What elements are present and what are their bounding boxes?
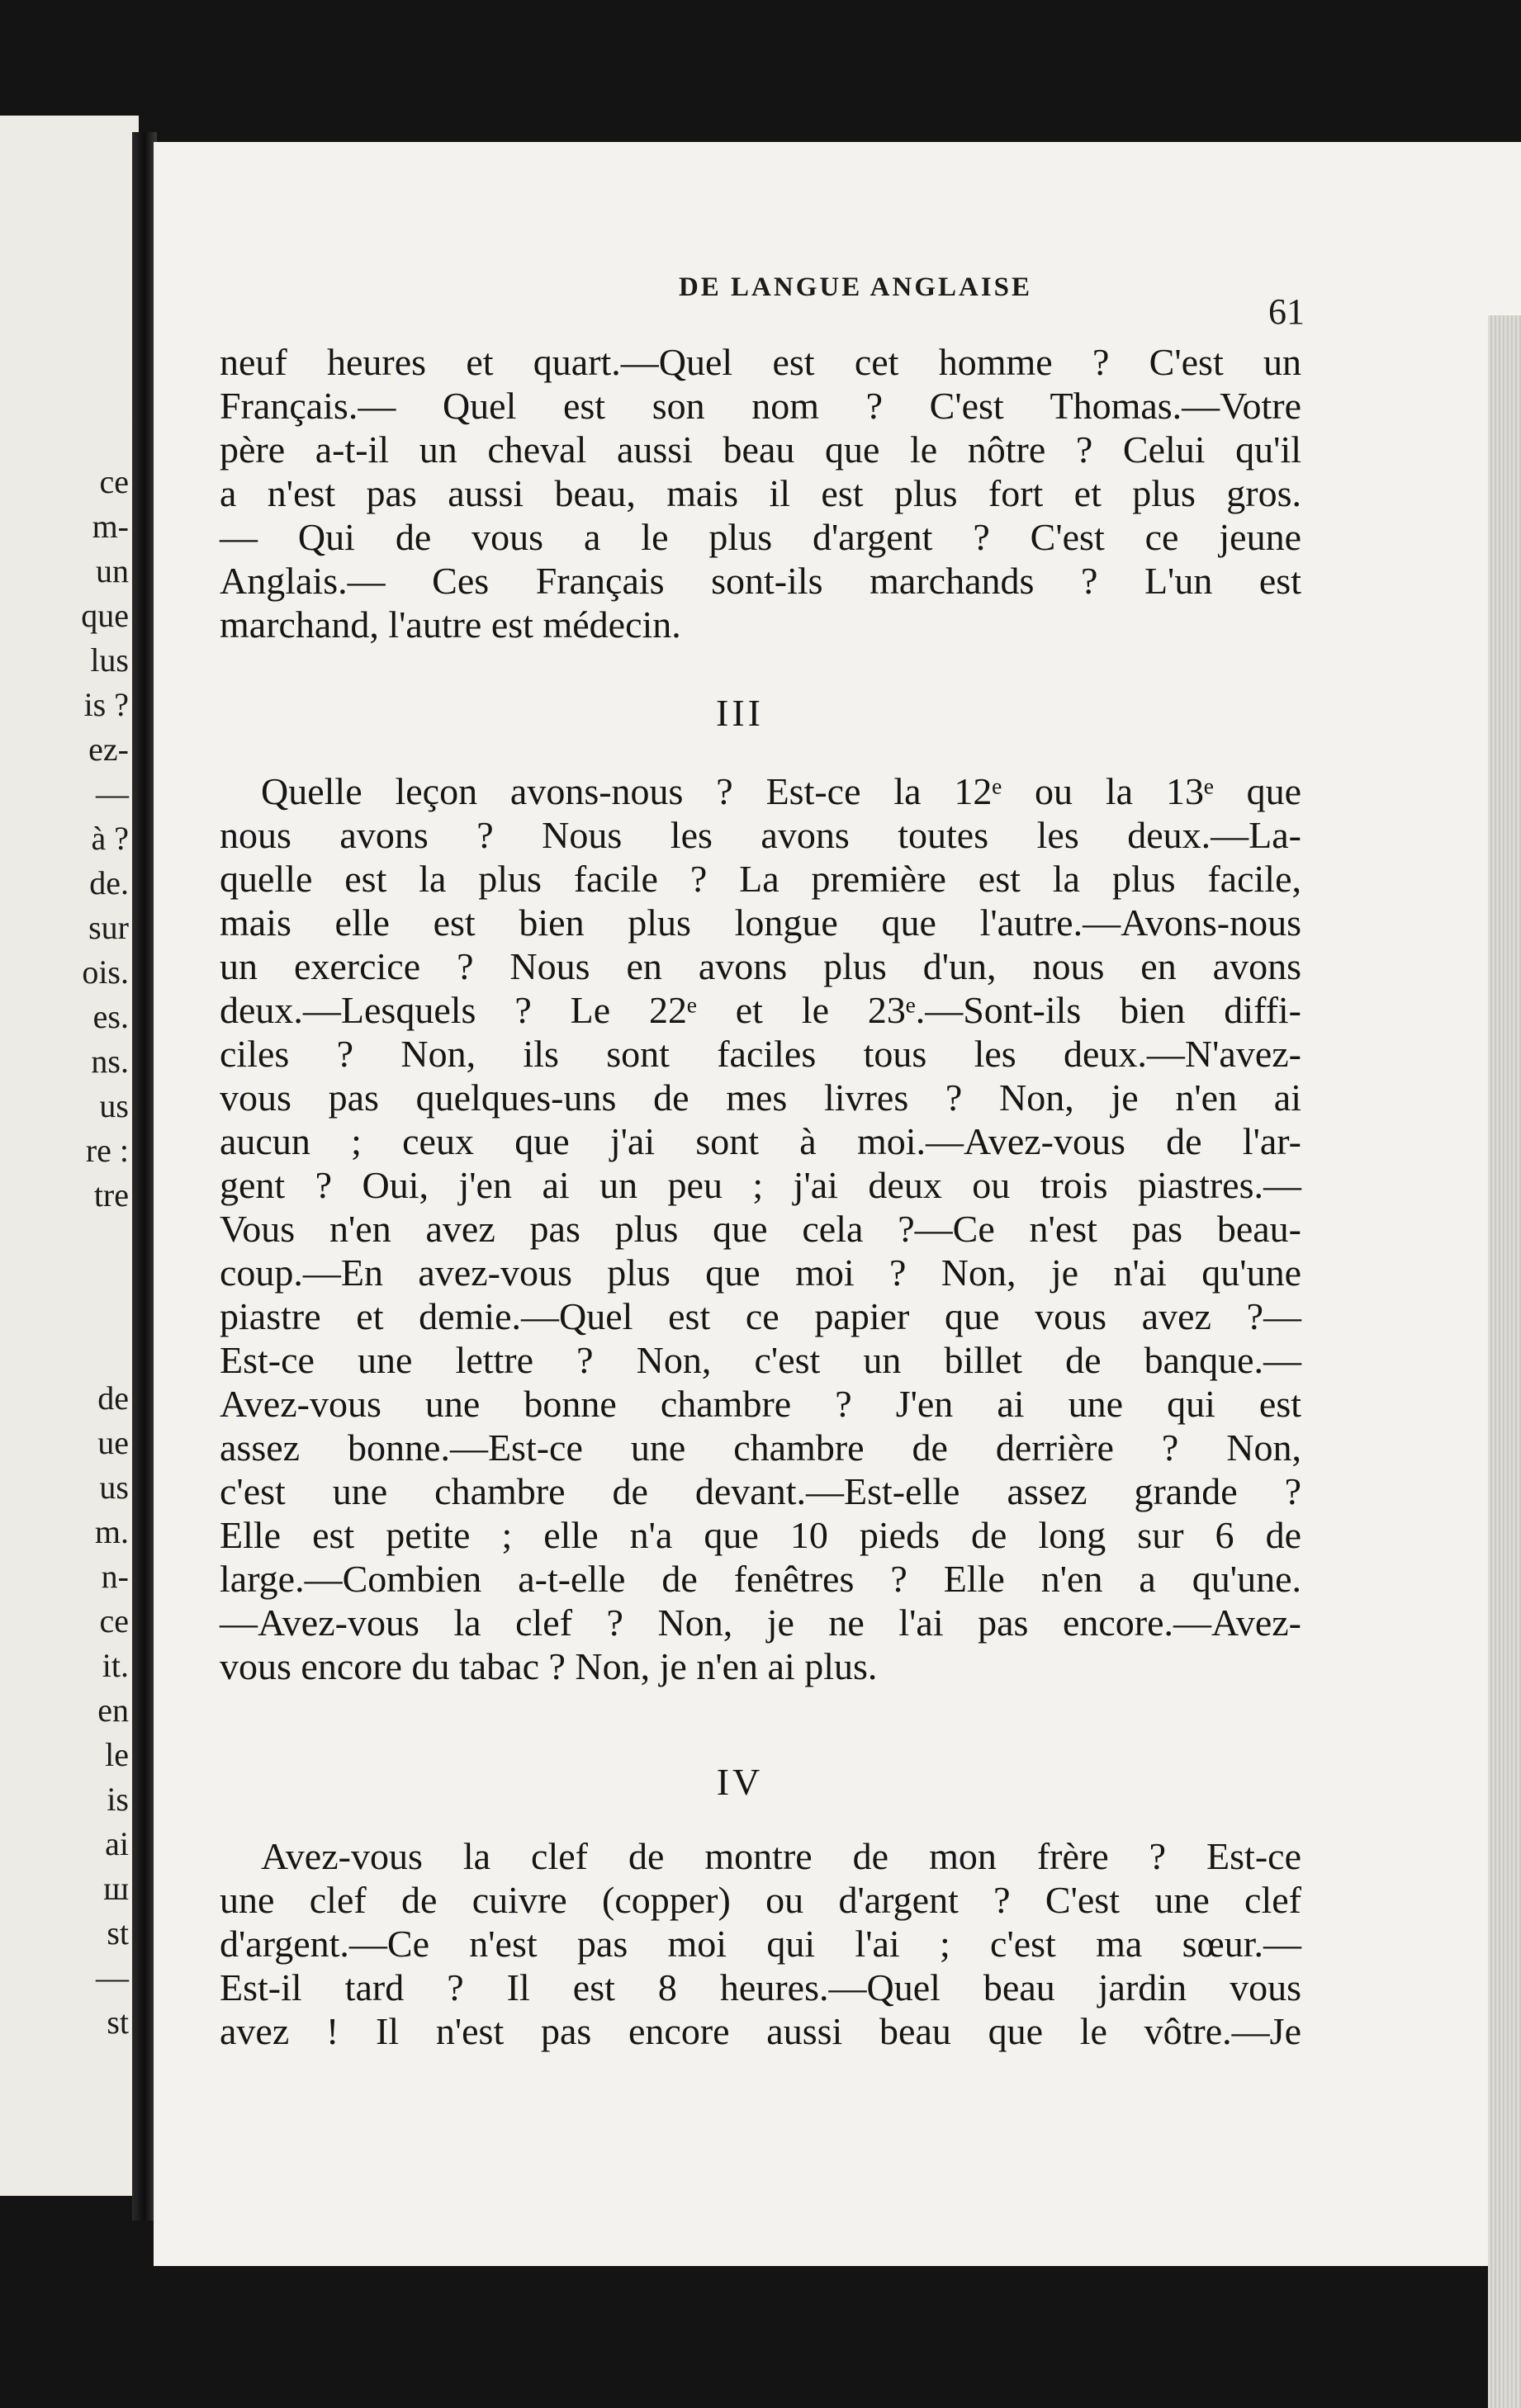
text-line: Est-ce une lettre ? Non, c'est un billet de banque.— bbox=[220, 1339, 1301, 1381]
section-heading-iii: III bbox=[716, 692, 764, 734]
text-line: coup.—En avez-vous plus que moi ? Non, je n'ai qu'une bbox=[220, 1251, 1301, 1294]
text-line: Avez-vous la clef de montre de mon frère ? Est-ce bbox=[261, 1835, 1301, 1877]
left-fragment: m. bbox=[94, 1513, 129, 1550]
text-line: —Avez-vous la clef ? Non, je ne l'ai pas encore.—Avez- bbox=[220, 1601, 1301, 1644]
text-line: neuf heures et quart.—Quel est cet homme ? C'est un bbox=[220, 341, 1301, 383]
left-fragment: st bbox=[107, 1914, 129, 1951]
left-fragment: ois. bbox=[82, 953, 129, 991]
left-fragment: ce bbox=[99, 463, 129, 500]
left-fragment: le bbox=[105, 1736, 129, 1773]
text-line: assez bonne.—Est-ce une chambre de derrière ? Non, bbox=[220, 1426, 1301, 1469]
text-line: nous avons ? Nous les avons toutes les deux.—La- bbox=[220, 814, 1301, 856]
text-line: d'argent.—Ce n'est pas moi qui l'ai ; c'est ma sœur.— bbox=[220, 1923, 1301, 1965]
exercise-iv bbox=[220, 1834, 1301, 2053]
left-fragment: de. bbox=[89, 864, 129, 901]
left-fragment: re : bbox=[85, 1132, 129, 1169]
left-fragment: us bbox=[99, 1087, 129, 1124]
left-fragment: is bbox=[107, 1781, 129, 1818]
text-line: — Qui de vous a le plus d'argent ? C'est ce jeune bbox=[220, 516, 1301, 558]
left-fragment: ns. bbox=[91, 1043, 129, 1080]
text-line: Français.— Quel est son nom ? C'est Thomas.—Votre bbox=[220, 385, 1301, 427]
left-fragment: en bbox=[97, 1691, 129, 1729]
text-line: a n'est pas aussi beau, mais il est plus fort et plus gros. bbox=[220, 472, 1301, 514]
text-line: vous encore du tabac ? Non, je n'en ai plus. bbox=[220, 1645, 878, 1687]
text-line: père a-t-il un cheval aussi beau que le nôtre ? Celui qu'il bbox=[220, 428, 1301, 471]
left-fragment: un bbox=[96, 552, 129, 589]
paragraph-continued bbox=[220, 340, 1301, 646]
left-page bbox=[0, 116, 139, 2196]
text-line: aucun ; ceux que j'ai sont à moi.—Avez-vous de l'ar- bbox=[220, 1120, 1301, 1162]
left-fragment: m- bbox=[92, 508, 129, 545]
left-fragment: ue bbox=[97, 1424, 129, 1461]
text-line: un exercice ? Nous en avons plus d'un, nous en avons bbox=[220, 945, 1301, 987]
left-fragment: ez- bbox=[88, 731, 129, 768]
text-line: deux.—Lesquels ? Le 22ᵉ et le 23ᵉ.—Sont-ils bien diffi- bbox=[220, 989, 1301, 1031]
left-fragment: ai bbox=[105, 1825, 129, 1862]
left-fragment: is ? bbox=[83, 686, 129, 723]
page-number: 61 bbox=[1268, 291, 1305, 332]
left-fragment: de bbox=[97, 1379, 129, 1417]
text-line: une clef de cuivre (copper) ou d'argent ? C'est une clef bbox=[220, 1879, 1301, 1921]
text-line: vous pas quelques-uns de mes livres ? Non, je n'en ai bbox=[220, 1076, 1301, 1119]
left-fragment: à ? bbox=[91, 820, 129, 857]
left-fragment: it. bbox=[102, 1647, 129, 1684]
page-61 bbox=[154, 142, 1521, 2266]
left-fragment: tre bbox=[93, 1176, 129, 1213]
text-line: c'est une chambre de devant.—Est-elle assez grande ? bbox=[220, 1470, 1301, 1512]
text-line: large.—Combien a-t-elle de fenêtres ? Elle n'en a qu'une. bbox=[220, 1558, 1301, 1600]
text-line: avez ! Il n'est pas encore aussi beau que le vôtre.—Je bbox=[220, 2010, 1301, 2052]
left-fragment: que bbox=[81, 597, 129, 634]
text-line: Anglais.— Ces Français sont-ils marchands ? L'un est bbox=[220, 560, 1301, 602]
text-line: Avez-vous une bonne chambre ? J'en ai une qui est bbox=[220, 1383, 1301, 1425]
exercise-iii bbox=[220, 769, 1301, 1688]
section-heading-iv: IV bbox=[716, 1761, 764, 1803]
text-line: Est-il tard ? Il est 8 heures.—Quel beau jardin vous bbox=[220, 1966, 1301, 2008]
text-line: piastre et demie.—Quel est ce papier que vous avez ?— bbox=[220, 1295, 1301, 1337]
left-fragment: es. bbox=[92, 998, 129, 1035]
left-fragment: us bbox=[99, 1469, 129, 1506]
running-head: DE LANGUE ANGLAISE bbox=[678, 272, 1033, 302]
text-line: gent ? Oui, j'en ai un peu ; j'ai deux ou trois piastres.— bbox=[220, 1164, 1301, 1206]
text-line: ciles ? Non, ils sont faciles tous les deux.—N'avez- bbox=[220, 1033, 1301, 1075]
left-fragment: lus bbox=[90, 641, 129, 679]
text-line: Quelle leçon avons-nous ? Est-ce la 12ᵉ ou la 13ᵉ que bbox=[261, 770, 1301, 812]
left-fragment: sur bbox=[88, 909, 129, 946]
text-line: marchand, l'autre est médecin. bbox=[220, 603, 681, 646]
text-line: mais elle est bien plus longue que l'autre.—Avons-nous bbox=[220, 901, 1301, 944]
left-fragment: st bbox=[107, 2004, 129, 2041]
left-fragment: — bbox=[96, 1959, 129, 1996]
text-line: quelle est la plus facile ? La première est la plus facile, bbox=[220, 858, 1301, 900]
left-fragment: ш bbox=[103, 1870, 129, 1907]
left-fragment: — bbox=[96, 775, 129, 812]
page-edge bbox=[1488, 315, 1521, 2408]
text-line: Vous n'en avez pas plus que cela ?—Ce n'est pas beau- bbox=[220, 1208, 1301, 1250]
left-fragment: ce bbox=[99, 1602, 129, 1639]
text-line: Elle est petite ; elle n'a que 10 pieds de long sur 6 de bbox=[220, 1514, 1301, 1556]
left-fragment: n- bbox=[101, 1558, 129, 1595]
